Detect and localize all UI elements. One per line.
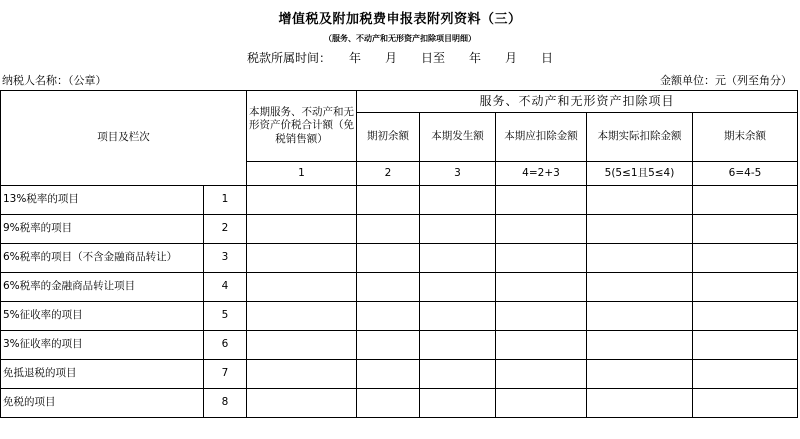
table-row (1, 389, 798, 418)
amount-cell[interactable] (693, 389, 798, 418)
amount-cell[interactable] (357, 215, 420, 244)
amount-cell[interactable] (693, 244, 798, 273)
row-label: 5%征收率的项目 (1, 302, 204, 331)
amount-cell[interactable] (357, 244, 420, 273)
row-number: 7 (204, 360, 247, 389)
amount-cell[interactable] (496, 186, 587, 215)
column-number: 4=2+3 (496, 162, 587, 186)
amount-cell[interactable] (420, 244, 496, 273)
row-number: 3 (204, 244, 247, 273)
amount-cell[interactable] (247, 331, 357, 360)
row-number: 2 (204, 215, 247, 244)
row-label: 9%税率的项目 (1, 215, 204, 244)
amount-cell[interactable] (587, 244, 693, 273)
table-row (1, 186, 798, 215)
amount-cell[interactable] (420, 331, 496, 360)
row-label: 6%税率的项目（不含金融商品转让） (1, 244, 204, 273)
amount-cell[interactable] (587, 331, 693, 360)
amount-cell[interactable] (587, 360, 693, 389)
amount-cell[interactable] (420, 302, 496, 331)
amount-cell[interactable] (420, 215, 496, 244)
amount-cell[interactable] (420, 389, 496, 418)
table-row (1, 331, 798, 360)
amount-cell[interactable] (587, 273, 693, 302)
actual-deduction-header: 本期实际扣除金额 (587, 113, 693, 162)
row-number: 8 (204, 389, 247, 418)
amount-cell[interactable] (420, 360, 496, 389)
amount-cell[interactable] (357, 331, 420, 360)
amount-cell[interactable] (247, 360, 357, 389)
amount-cell[interactable] (420, 273, 496, 302)
deduction-items-table (0, 90, 798, 418)
current-amount-header: 本期发生额 (420, 113, 496, 162)
total-amount-header: 本期服务、不动产和无形资产价税合计额（免税销售额） (247, 91, 357, 162)
form-title: 增值税及附加税费申报表附列资料（三） (278, 12, 522, 27)
amount-cell[interactable] (587, 302, 693, 331)
amount-cell[interactable] (496, 331, 587, 360)
amount-cell[interactable] (496, 215, 587, 244)
amount-cell[interactable] (693, 360, 798, 389)
column-number: 6=4-5 (693, 162, 798, 186)
closing-balance-header: 期末余额 (693, 113, 798, 162)
amount-cell[interactable] (357, 360, 420, 389)
table-row (1, 302, 798, 331)
amount-cell[interactable] (247, 273, 357, 302)
column-number: 2 (357, 162, 420, 186)
amount-cell[interactable] (247, 215, 357, 244)
amount-cell[interactable] (357, 186, 420, 215)
amount-cell[interactable] (693, 273, 798, 302)
row-label: 免抵退税的项目 (1, 360, 204, 389)
row-number: 1 (204, 186, 247, 215)
amount-cell[interactable] (496, 360, 587, 389)
amount-cell[interactable] (496, 244, 587, 273)
row-label: 3%征收率的项目 (1, 331, 204, 360)
form-subtitle: （服务、不动产和无形资产扣除项目明细） (324, 34, 476, 43)
amount-cell[interactable] (247, 244, 357, 273)
column-number: 3 (420, 162, 496, 186)
row-number: 4 (204, 273, 247, 302)
amount-cell[interactable] (693, 186, 798, 215)
amount-cell[interactable] (587, 215, 693, 244)
table-row (1, 273, 798, 302)
taxpayer-name-label: 纳税人名称：（公章） (2, 74, 107, 87)
row-label: 13%税率的项目 (1, 186, 204, 215)
amount-cell[interactable] (420, 186, 496, 215)
opening-balance-header: 期初余额 (357, 113, 420, 162)
row-label: 免税的项目 (1, 389, 204, 418)
deduction-group-header: 服务、不动产和无形资产扣除项目 (357, 91, 798, 113)
item-column-header: 项目及栏次 (1, 91, 247, 186)
row-number: 5 (204, 302, 247, 331)
amount-unit-label: 金额单位：元（列至角分） (660, 74, 792, 87)
deductible-amount-header: 本期应扣除金额 (496, 113, 587, 162)
amount-cell[interactable] (587, 186, 693, 215)
row-number: 6 (204, 331, 247, 360)
amount-cell[interactable] (247, 389, 357, 418)
table-row (1, 244, 798, 273)
column-number: 5(5≤1且5≤4) (587, 162, 693, 186)
amount-cell[interactable] (693, 331, 798, 360)
row-label: 6%税率的金融商品转让项目 (1, 273, 204, 302)
amount-cell[interactable] (247, 186, 357, 215)
amount-cell[interactable] (496, 302, 587, 331)
table-row (1, 360, 798, 389)
amount-cell[interactable] (587, 389, 693, 418)
tax-period-label: 税款所属时间： 年 月 日至 年 月 日 (246, 51, 553, 65)
amount-cell[interactable] (357, 389, 420, 418)
amount-cell[interactable] (693, 302, 798, 331)
amount-cell[interactable] (357, 302, 420, 331)
amount-cell[interactable] (357, 273, 420, 302)
column-number: 1 (247, 162, 357, 186)
amount-cell[interactable] (693, 215, 798, 244)
table-row (1, 215, 798, 244)
amount-cell[interactable] (496, 389, 587, 418)
amount-cell[interactable] (496, 273, 587, 302)
amount-cell[interactable] (247, 302, 357, 331)
